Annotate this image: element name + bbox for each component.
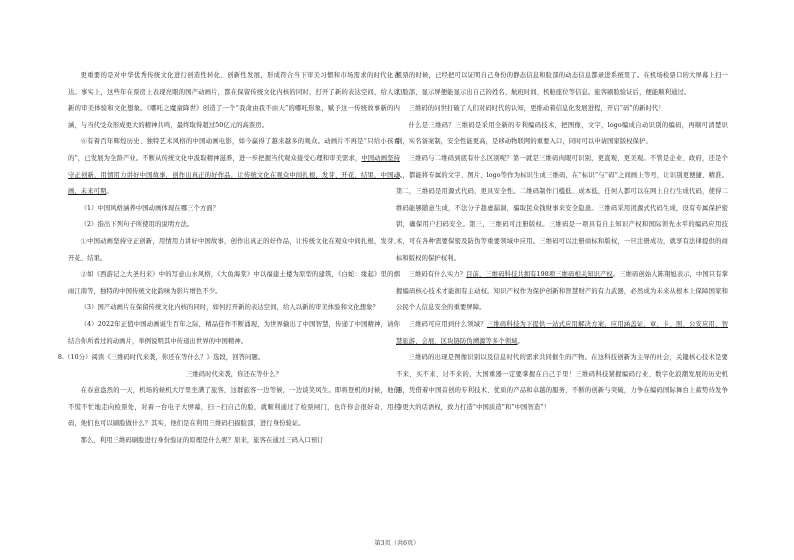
underlined-sentence: 中国动画坚持守正创新，用情用力讲好中国故事，创作出真正的好作品，让传统文化在观众中间扎根，发芽、开花、结果，中国动画，未来可期 [68,154,400,196]
question-1: （1）中国风格涵养中国动画体现在哪三个方面？ [80,204,220,212]
question-2: （2）指出下列句子所使用的说明方法。 [80,221,194,229]
article-paragraph: 什么是三维码？三维码是采用全新的专利编码技术，把图像，文字，logo编成自动识别的编码，再顺可清楚识别，实名备案制，安全性能更高，是移动物联网的重要入口，同时可以申请国家版权保护。 [396,121,728,146]
paragraph-end: 。 [517,337,524,345]
article-paragraph: 三维码的问世打破了人们对码时代的认知，更推动着信息化发展进程，开启“码”的新时代！ [408,105,665,113]
article-paragraph: 那么，利用三维码刷脸进行身份验证的原理是什么呢？原来，旅客在通过三码入口预订 [80,437,324,445]
paragraph-text: 。三维码创始人陈翔旭表示，中国只有掌握编码核心技术才能拥有主动权。知识产权作为保护创新和智慧财产的有力武器，必然成为未来从根本上保障国家和公民个人信息安全的重要屏障。 [396,271,728,312]
article-paragraph [396,267,728,317]
article-paragraph: 三维码的出现是图像识别以及信息时代的需求共同催生的产物。在这科技创新为主导的社会，关键核心技术是要不来、买不来、讨不来的，大国重器一定要掌握在自己手里！三维码科技紧握编码行业、数字化浪潮发展的历史机遇，凭借着中国首创的专利技术、优质的产品和卓越的服务，不断的创新与突破，力争在编码国际舞台上蓄势待发争夺更大的话语权，致力打造“中国质造”和“中国智造”！ [396,354,728,411]
paragraph-text: 三维码有什么实力？ [408,271,467,279]
underlined-sentence: 三维码科技为下提供一站式应用解决方案，应用涵盖证、章、卡、照、公安应用、智慧旅游、会展、区块链防伪溯源等多个领域 [396,320,729,345]
article-paragraph: 在春意盎然的一天，机场的候机大厅里坐满了旅客，这群旅客一边等候，一边谈笑风生。即将登机的时候，他们不慌不忙地走向检票处，对着一台电子大屏幕，扫一扫自己的脸，就顺利通过了检票闸门，也许你会很好奇，用扫码，他们也可以刷脸做什么？其实，他们是在利用三维码扫描脸部，进行身份验证。 [68,387,400,428]
question-2-item-1: ①中国动画坚持守正创新，用情用力讲好中国故事，创作出真正的好作品，让传统文化在观众中间扎根，发芽、开花、结果。 [68,237,400,262]
question-4: （4）2022年正值中国动画诞生百年之际，精品佳作不断涌现，为世界输出了中国智慧，传递了中国精神，请你结合你所看过的动画片，举例说明其中传递出世界的中国精神。 [68,320,400,345]
article-paragraph: 三维码与二维码到底有什么区别呢？第一就是三维码肉眼可识别，更直观、更美观。不管是企业、政府，还是个人，都能将专属的文字、图片、logo等作为标识生成三维码，在“标识”与“码”之间画上等号，让识别更便捷、精准。第二，三维码是用源式代码，更具安全性。二维码制作门槛低、成本低，任何人都可以在网上自行生成代码，使得二维码能够随意生成，不法分子趁虚漏洞，骗取民众钱财事来安全隐患。三维码采用闭源式代码生成，设有专属保护密钥，确保用户扫码安全。第三，三维码可注册版权。三维码是一项具有自主知识产权和国际领先水平的编码应用技术，可在各种需要保密及防伪等重要领域中应用。三维码可以注册商标和版权，一旦注册成功，就享有法律提供的商标和版权的保护权利。 [396,154,728,262]
underlined-sentence: 目前，三维码科技共拥有198项三维码相关知识产权 [466,271,613,279]
paragraph-text: 三维码可应用到什么领域？ [408,320,487,328]
paragraph: 更重要的是对中华优秀传统文化进行创造性转化、创新性发展，形成符合当下审美习惯和市场需求的时代化表达。事实上，这些年在票房上表现亮眼的国产动画片，都在保留传统文化内核的同时，打开了新的表达空间，给人以新的审美体验和文化想象。《哪吒之魔童降世》创造了一个“我命由我不由天”的哪吒形象，赋予这一传统故事新的内涵，与当代受众形成更大的精神共鸣，最终取得超过50亿元的高票房。 [68,72,400,129]
article-paragraph: 机票的时候，已经把可以证明自己身份的静态信息和脸部的动态信息都录进系统里了。在机场检票口的大屏幕上扫一扫脸部，显示屏便能显示出自己的姓名、航班时间、机舱座位等信息。旅客刷脸验证后，便能顺利通过。 [396,72,728,96]
article-title: 三维码时代来袭，你还在等什么？ [186,370,282,378]
question-8-heading: 8.（10分）阅读《三维码时代来袭，你还在等什么？》选段，回答问题。 [57,354,265,362]
right-column [396,68,728,416]
article-paragraph [396,317,728,350]
paragraph-text: ⑥有着百年辉煌历史、独特艺术风格的中国动画电影，如今赢得了越来越多的观众。动画片不再是“只给小孩看的”，已发展为全龄产业。不断从传统文化中汲取精神滋养，进一步把握当代观众接受心理和审美需求， [68,138,400,162]
paragraph-6 [68,134,400,200]
question-2-item-2: ②如《西游记之大圣归来》中的写意山水风格，《大鱼海棠》中以福建土楼为原型的建筑，《白蛇：缘起》里的烟雨江南等，独特的中国传统文化韵味为影片增色不少。 [68,271,400,295]
paragraph-end: 。 [106,188,113,196]
question-3: （3）国产动画片在保留传统文化内核的同时，如何打开新的表达空间，给人以新的审美体验和文化想象？ [80,304,379,312]
page-footer: 第3页（共6页） [374,540,420,547]
left-column [57,68,400,450]
